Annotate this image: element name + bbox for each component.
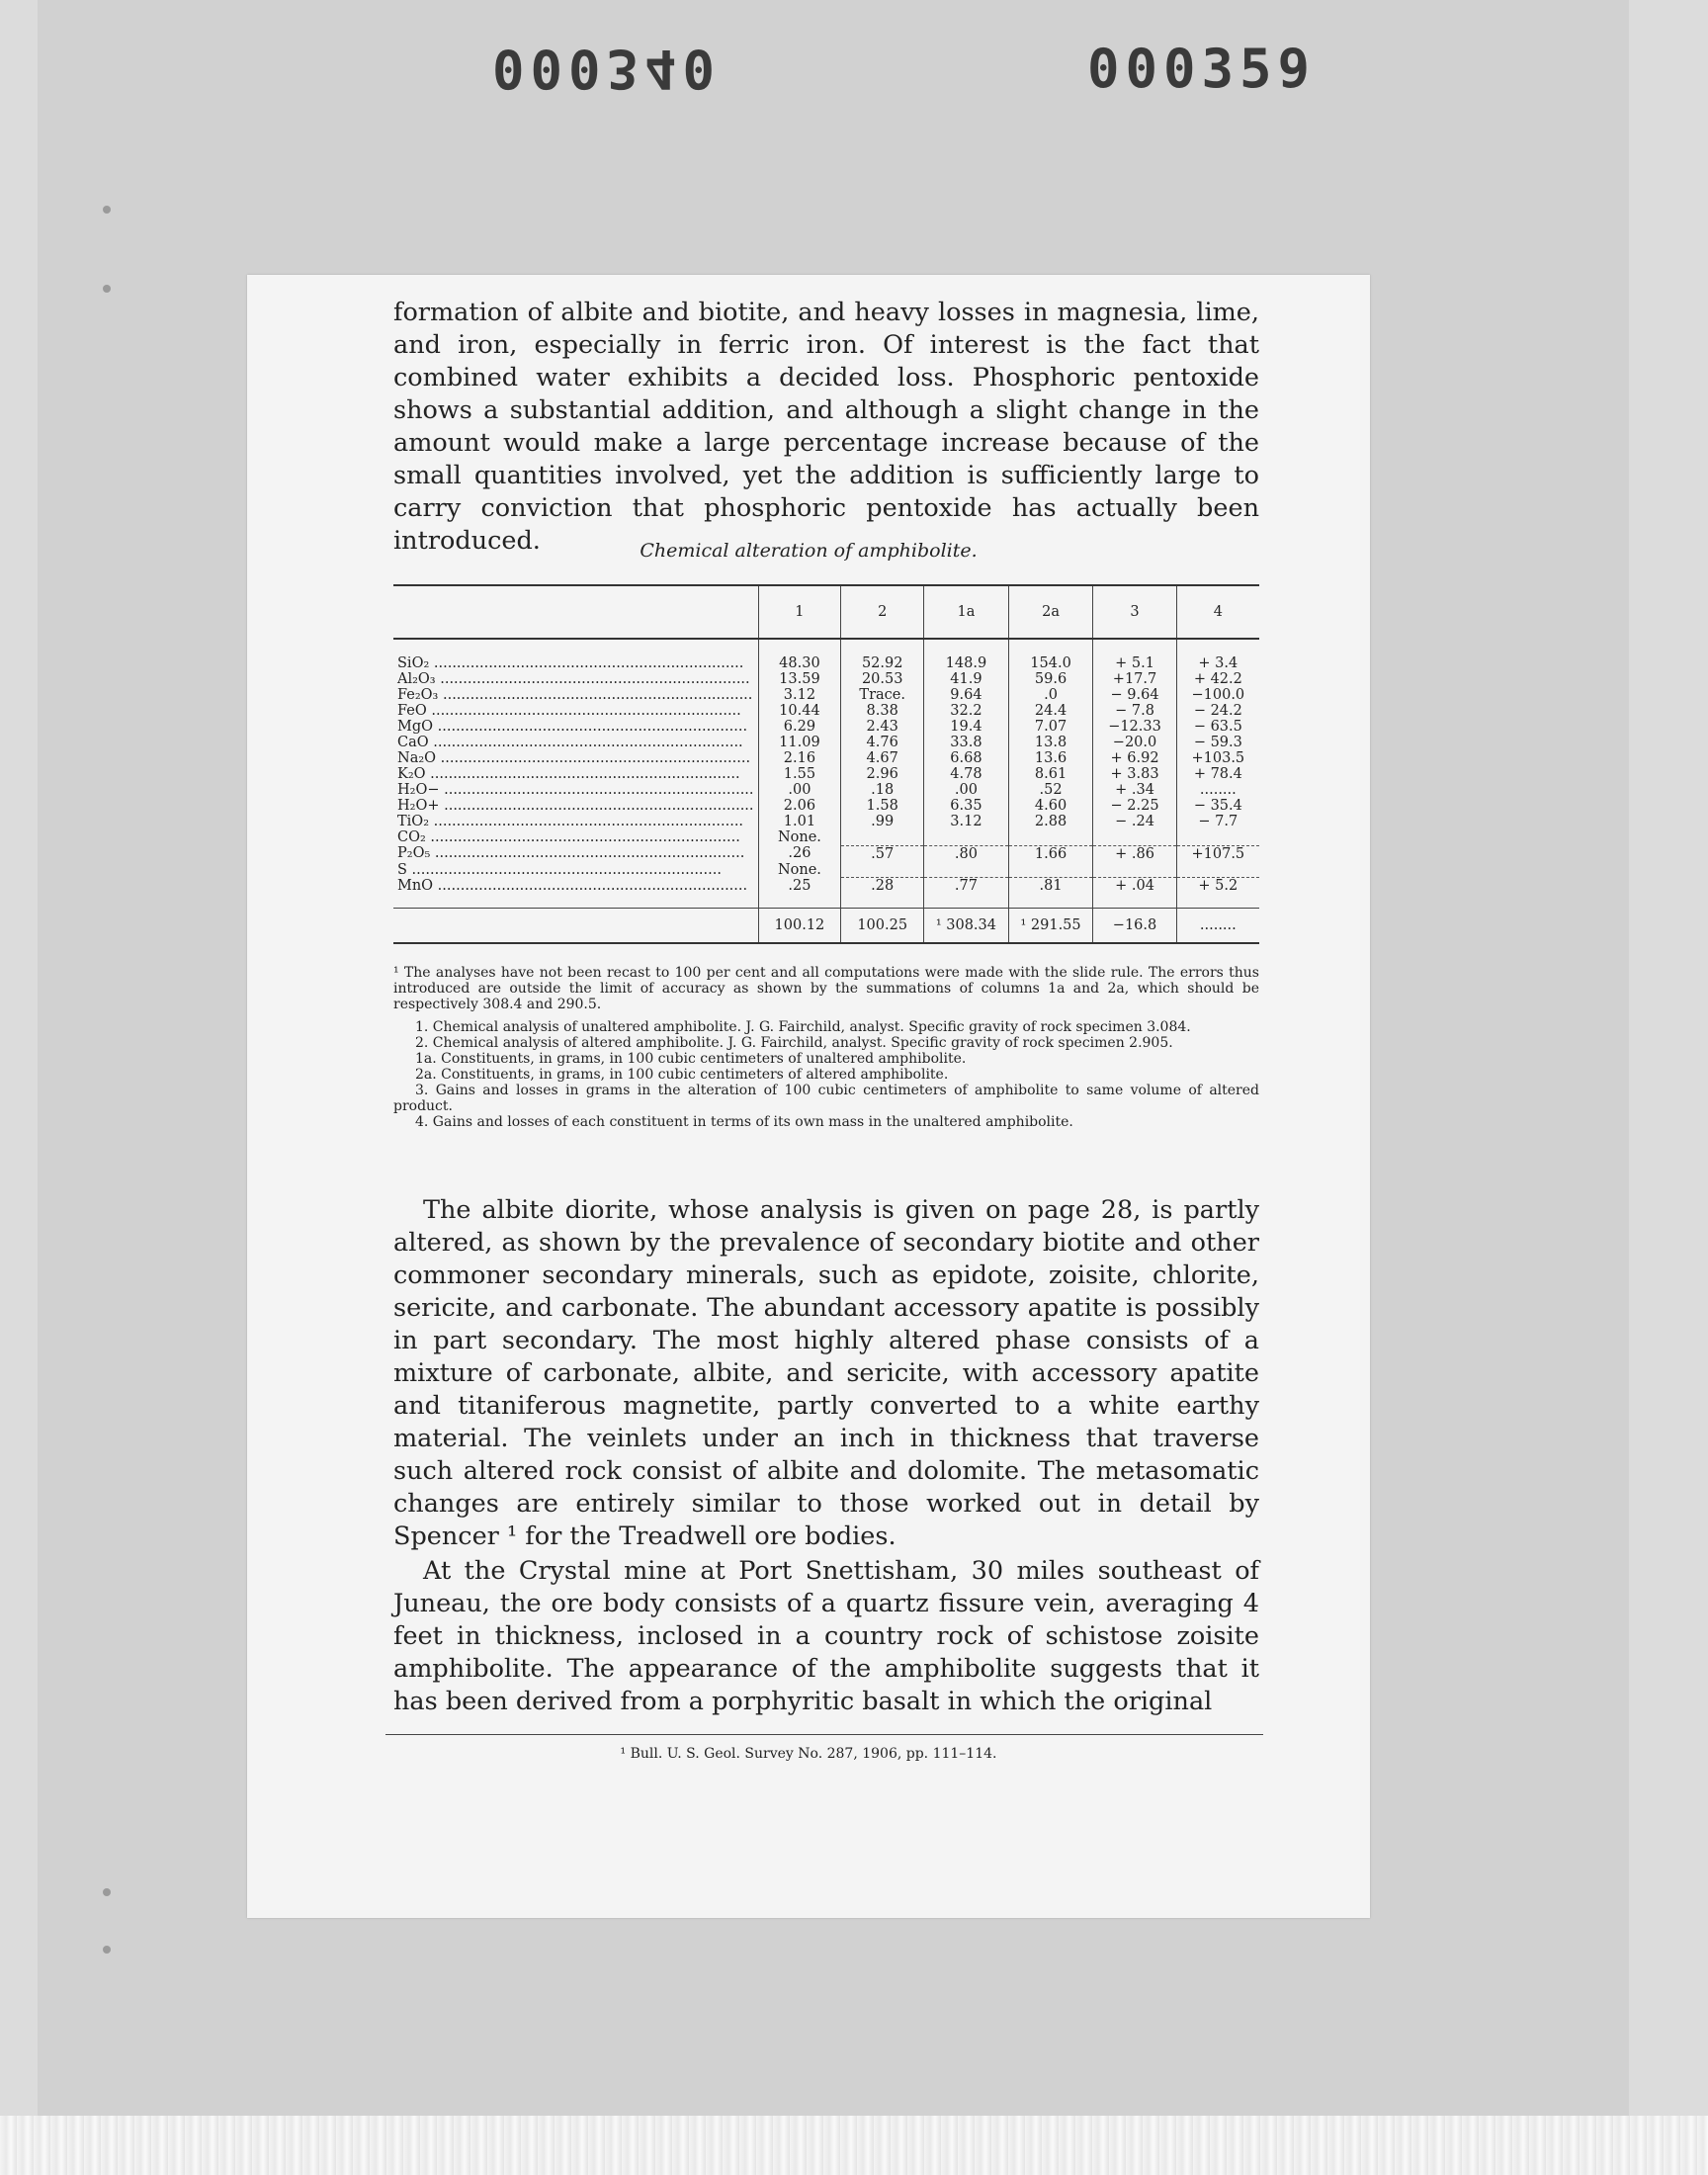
- table-cell: None.: [758, 862, 841, 878]
- table-cell: 13.8: [1008, 735, 1093, 750]
- table-cell: 2.16: [758, 750, 841, 766]
- table-row: [393, 671, 1259, 687]
- row-label: Fe₂O₃ .....: [393, 687, 758, 703]
- table-row: [393, 750, 1259, 766]
- table-cell: .00: [924, 782, 1009, 798]
- table-header-col: 2a: [1008, 585, 1093, 639]
- table-cell: − 7.8: [1093, 703, 1176, 719]
- row-label: K₂O .....: [393, 766, 758, 782]
- table-cell: 4.60: [1008, 798, 1093, 814]
- row-label: H₂O+ .....: [393, 798, 758, 814]
- table-cell: 24.4: [1008, 703, 1093, 719]
- table-cell: 2.06: [758, 798, 841, 814]
- table-cell: 4.76: [841, 735, 924, 750]
- table-cell: +103.5: [1176, 750, 1259, 766]
- table-cell: − 59.3: [1176, 735, 1259, 750]
- table-cell: − 24.2: [1176, 703, 1259, 719]
- table-cell: − 2.25: [1093, 798, 1176, 814]
- table-header-col: 1a: [924, 585, 1009, 639]
- row-label: S .....: [393, 862, 758, 878]
- table-cell: 2.96: [841, 766, 924, 782]
- table-cell: − 7.7: [1176, 814, 1259, 829]
- footnote-item: 1. Chemical analysis of unaltered amphibolite. J. G. Fairchild, analyst. Specific gravity of rock specimen 3.084.: [415, 1019, 1191, 1035]
- table-row: [393, 862, 1259, 878]
- table-header-col: 2: [841, 585, 924, 639]
- table-cell: 154.0: [1008, 655, 1093, 671]
- footnote-item: 1a. Constituents, in grams, in 100 cubic centimeters of unaltered amphibolite.: [415, 1051, 967, 1067]
- table-cell: 13.59: [758, 671, 841, 687]
- chemical-alteration-table: [393, 584, 1259, 944]
- table-cell: −12.33: [1093, 719, 1176, 735]
- footnote-item: 3. Gains and losses in grams in the alteration of 100 cubic centimeters of amphibolite to same volume of altered product.: [393, 1083, 1259, 1114]
- row-label: CO₂ .....: [393, 829, 758, 845]
- table-row: [393, 829, 1259, 845]
- table-cell: [924, 862, 1009, 878]
- table-cell: [1176, 862, 1259, 878]
- table-cell: − 63.5: [1176, 719, 1259, 735]
- table-header-row: [393, 585, 1259, 639]
- table-cell: 7.07: [1008, 719, 1093, 735]
- footnote-recast: ¹ The analyses have not been recast to 100 per cent and all computations were made with the slide rule. The errors thus introduced are outside the limit of accuracy as shown by the summations of columns 1a and 2a, which should be respectively 308.4 and 290.5.: [393, 965, 1259, 1012]
- table-cell: −20.0: [1093, 735, 1176, 750]
- table-cell: [1176, 829, 1259, 845]
- footnote-item: 2. Chemical analysis of altered amphibolite. J. G. Fairchild, analyst. Specific gravity of rock specimen 2.905.: [415, 1035, 1173, 1051]
- table-cell: + .86: [1093, 845, 1176, 862]
- table-cell: − .24: [1093, 814, 1176, 829]
- punch-hole: [103, 206, 111, 214]
- table-row: [393, 845, 1259, 862]
- table-row: [393, 782, 1259, 798]
- page-stamp-right: 000359: [1087, 38, 1317, 100]
- total-cell: ¹ 291.55: [1008, 909, 1093, 944]
- table-cell: 1.55: [758, 766, 841, 782]
- table-cell: 13.6: [1008, 750, 1093, 766]
- table-row: [393, 719, 1259, 735]
- table-header-col: 3: [1093, 585, 1176, 639]
- table-cell: 3.12: [758, 687, 841, 703]
- row-label: MgO .....: [393, 719, 758, 735]
- table-cell: 8.61: [1008, 766, 1093, 782]
- table-cell: 9.64: [924, 687, 1009, 703]
- table-cell: 1.66: [1008, 845, 1093, 862]
- table-cell: 4.78: [924, 766, 1009, 782]
- table-header-col: 1: [758, 585, 841, 639]
- row-label: TiO₂ .....: [393, 814, 758, 829]
- table-cell: ........: [1176, 782, 1259, 798]
- table-cell: + 5.2: [1176, 878, 1259, 895]
- table-cell: +17.7: [1093, 671, 1176, 687]
- row-label: SiO₂ .....: [393, 655, 758, 671]
- table-cell: + 6.92: [1093, 750, 1176, 766]
- table-cell: [841, 829, 924, 845]
- table-cell: 32.2: [924, 703, 1009, 719]
- table-total-row: [393, 909, 1259, 944]
- table-cell: 2.88: [1008, 814, 1093, 829]
- total-cell: −16.8: [1093, 909, 1176, 944]
- table-cell: 6.29: [758, 719, 841, 735]
- row-label: CaO .....: [393, 735, 758, 750]
- table-cell: [1093, 829, 1176, 845]
- table-cell: .25: [758, 878, 841, 895]
- table-cell: −100.0: [1176, 687, 1259, 703]
- table-cell: + 5.1: [1093, 655, 1176, 671]
- table-cell: 52.92: [841, 655, 924, 671]
- table-cell: + 3.83: [1093, 766, 1176, 782]
- row-label: MnO .....: [393, 878, 758, 895]
- table-cell: 4.67: [841, 750, 924, 766]
- total-cell: 100.12: [758, 909, 841, 944]
- table-cell: [841, 862, 924, 878]
- table-header-col: 4: [1176, 585, 1259, 639]
- table-cell: 41.9: [924, 671, 1009, 687]
- table-cell: None.: [758, 829, 841, 845]
- punch-hole: [103, 1946, 111, 1954]
- table-cell: 148.9: [924, 655, 1009, 671]
- table-cell: − 9.64: [1093, 687, 1176, 703]
- table-cell: + 42.2: [1176, 671, 1259, 687]
- row-label: Al₂O₃ .....: [393, 671, 758, 687]
- paragraph-crystal-mine: At the Crystal mine at Port Snettisham, 30 miles southeast of Juneau, the ore body consists of a quartz fissure vein, averaging 4 feet in thickness, inclosed in a country rock of schistose zoisite amphibolite. The appearance of the amphibolite suggests that it has been derived from a porphyritic basalt in which the original: [393, 1556, 1259, 1716]
- table-title: Chemical alteration of amphibolite.: [640, 540, 978, 562]
- punch-hole: [103, 285, 111, 293]
- row-label: P₂O₅ .....: [393, 845, 758, 862]
- total-cell: ........: [1176, 909, 1259, 944]
- paragraph-top: formation of albite and biotite, and heavy losses in magnesia, lime, and iron, especially in ferric iron. Of interest is the fact that combined water exhibits a decided loss. Phosphoric pentoxide shows a substantial addition, and although a slight change in the amount would make a large percentage increase because of the small quantities involved, yet the addition is sufficiently large to carry conviction that phosphoric pentoxide has actually been introduced.: [393, 298, 1259, 556]
- table-cell: .99: [841, 814, 924, 829]
- table-cell: + .04: [1093, 878, 1176, 895]
- table-header-blank: [393, 585, 758, 639]
- total-cell: ¹ 308.34: [924, 909, 1009, 944]
- table-cell: 59.6: [1008, 671, 1093, 687]
- table-cell: .0: [1008, 687, 1093, 703]
- row-label: FeO .....: [393, 703, 758, 719]
- footnote-item: 2a. Constituents, in grams, in 100 cubic centimeters of altered amphibolite.: [415, 1067, 949, 1083]
- table-cell: 48.30: [758, 655, 841, 671]
- table-cell: .26: [758, 845, 841, 862]
- table-cell: + 78.4: [1176, 766, 1259, 782]
- row-label: Na₂O .....: [393, 750, 758, 766]
- table-cell: .80: [924, 845, 1009, 862]
- scanner-edge: [0, 2116, 1708, 2175]
- table-row: [393, 687, 1259, 703]
- table-cell: .81: [1008, 878, 1093, 895]
- table-cell: 20.53: [841, 671, 924, 687]
- table-row: [393, 878, 1259, 895]
- table-cell: 1.58: [841, 798, 924, 814]
- table-cell: Trace.: [841, 687, 924, 703]
- punch-hole: [103, 1888, 111, 1896]
- table-cell: [1008, 829, 1093, 845]
- table-row: [393, 703, 1259, 719]
- table-row: [393, 798, 1259, 814]
- table-cell: 8.38: [841, 703, 924, 719]
- table-cell: − 35.4: [1176, 798, 1259, 814]
- table-cell: 2.43: [841, 719, 924, 735]
- table-cell: 6.68: [924, 750, 1009, 766]
- table-cell: 19.4: [924, 719, 1009, 735]
- table-cell: .18: [841, 782, 924, 798]
- table-cell: .77: [924, 878, 1009, 895]
- table-row: [393, 814, 1259, 829]
- table-cell: .28: [841, 878, 924, 895]
- table-cell: 33.8: [924, 735, 1009, 750]
- table-row: [393, 766, 1259, 782]
- table-row: [393, 735, 1259, 750]
- paragraph-albite-diorite: The albite diorite, whose analysis is given on page 28, is partly altered, as shown by the prevalence of secondary biotite and other commoner secondary minerals, such as epidote, zoisite, chlorite, sericite, and carbonate. The abundant accessory apatite is possibly in part secondary. The most highly altered phase consists of a mixture of carbonate, albite, and sericite, with accessory apatite and titaniferous magnetite, partly converted to a white earthy material. The veinlets under an inch in thickness that traverse such altered rock consist of albite and dolomite. The metasomatic changes are entirely similar to those worked out in detail by Spencer ¹ for the Treadwell ore bodies. At the Crystal mine at Port Snettisham, 30 miles southeast of Juneau, the ore body consists of a quartz fissure vein, averaging 4 feet in thickness, inclosed in a country rock of schistose zoisite amphibolite. The appearance of the amphibolite suggests that it has been derived from a porphyritic basalt in which the original: [393, 1195, 1259, 1716]
- row-label: H₂O− .....: [393, 782, 758, 798]
- page-stamp-left: 000340: [492, 38, 722, 100]
- table-cell: +107.5: [1176, 845, 1259, 862]
- footnote-item: 4. Gains and losses of each constituent in terms of its own mass in the unaltered amphibolite.: [415, 1114, 1073, 1130]
- page-footnote: ¹ Bull. U. S. Geol. Survey No. 287, 1906, pp. 111–114.: [620, 1746, 997, 1762]
- table-cell: 10.44: [758, 703, 841, 719]
- table-footnotes: [393, 965, 1259, 1130]
- table-cell: 3.12: [924, 814, 1009, 829]
- footnote-divider: [385, 1734, 1263, 1735]
- table-cell: .52: [1008, 782, 1093, 798]
- total-label-blank: [393, 909, 758, 944]
- document-page: [247, 275, 1370, 1918]
- table-cell: [1008, 862, 1093, 878]
- table-cell: 6.35: [924, 798, 1009, 814]
- table-cell: 11.09: [758, 735, 841, 750]
- table-cell: .00: [758, 782, 841, 798]
- table-cell: [1093, 862, 1176, 878]
- table-row: [393, 655, 1259, 671]
- total-cell: 100.25: [841, 909, 924, 944]
- table-cell: + 3.4: [1176, 655, 1259, 671]
- table-cell: + .34: [1093, 782, 1176, 798]
- table-cell: .57: [841, 845, 924, 862]
- table-cell: [924, 829, 1009, 845]
- table-cell: 1.01: [758, 814, 841, 829]
